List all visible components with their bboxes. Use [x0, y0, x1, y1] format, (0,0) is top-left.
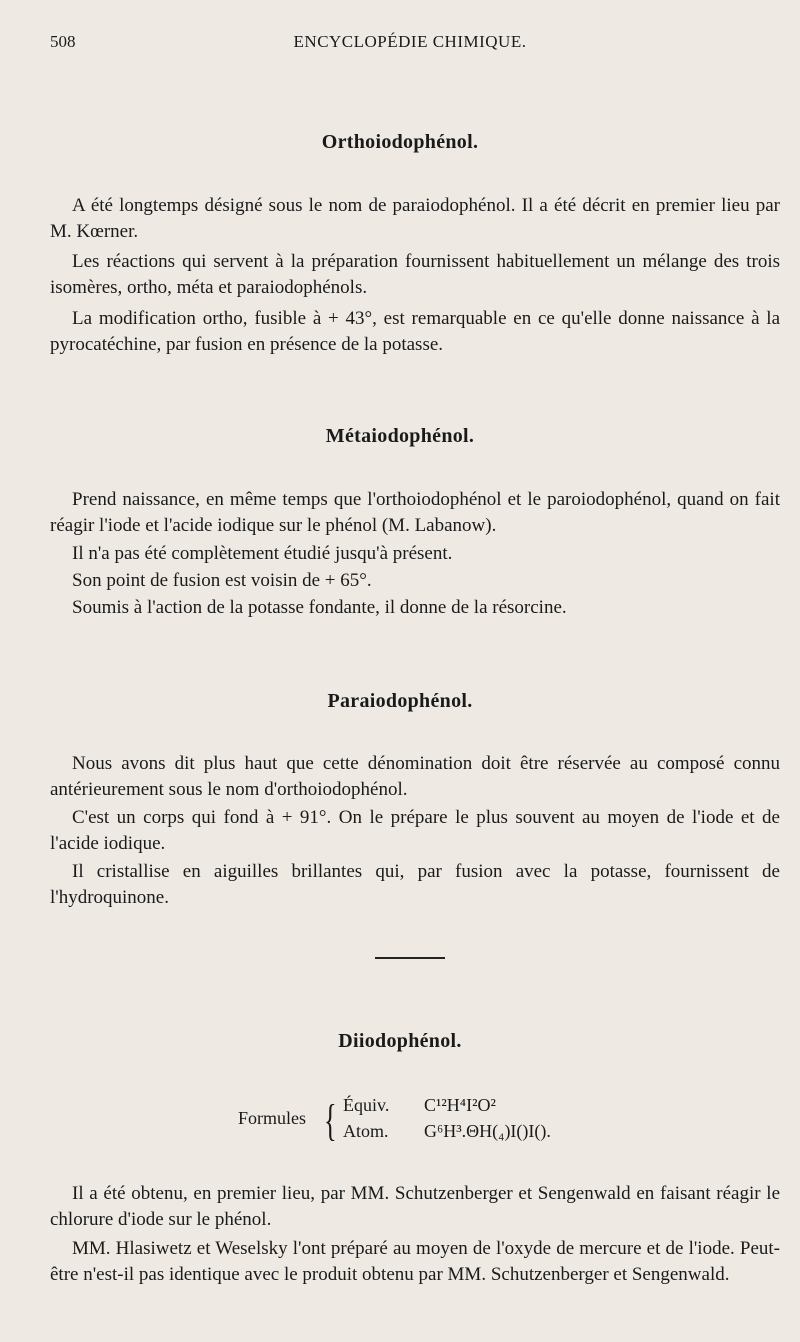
- paragraph: A été longtemps désigné sous le nom de paraiodophénol. Il a été décrit en premier lieu par M. Kœrner.: [50, 195, 780, 242]
- section-title-orthoiodophenol: Orthoiodophénol.: [321, 131, 479, 153]
- atom-label: Atom.: [343, 1121, 389, 1141]
- paragraph: Il a été obtenu, en premier lieu, par MM. Schutzenberger et Sengenwald en faisant réagir le chlorure d'iode sur le phénol.: [50, 1183, 780, 1230]
- paragraph: Il n'a pas été complètement étudié jusqu'à présent.: [72, 543, 453, 564]
- page-number: 508: [50, 32, 76, 51]
- equiv-label: Équiv.: [343, 1095, 390, 1115]
- paragraph: La modification ortho, fusible à + 43°, est remarquable en ce qu'elle donne naissance à la pyrocatéchine, par fusion en présence de la potasse.: [50, 308, 780, 355]
- running-head: ENCYCLOPÉDIE CHIMIQUE.: [293, 32, 527, 51]
- paragraph: Prend naissance, en même temps que l'orthoiodophénol et le paroiodophénol, quand on fait réagir l'iode et l'acide iodique sur le phénol (M. Labanow).: [50, 489, 780, 536]
- paragraph: Les réactions qui servent à la préparation fournissent habituellement un mélange des trois isomères, ortho, méta et paraiodophénols.: [50, 251, 780, 298]
- equiv-formula: C¹²H⁴I²O²: [424, 1095, 496, 1115]
- paragraph: Son point de fusion est voisin de + 65°.: [72, 570, 372, 591]
- paragraph: C'est un corps qui fond à + 91°. On le prépare le plus souvent au moyen de l'iode et de l'acide iodique.: [50, 807, 780, 854]
- page-header: [50, 32, 770, 56]
- section-divider: [375, 957, 445, 959]
- paragraph: Nous avons dit plus haut que cette dénomination doit être réservée au composé connu antérieurement sous le nom d'orthoiodophénol.: [50, 753, 780, 800]
- section-title-paraiodophenol: Paraiodophénol.: [327, 690, 473, 712]
- paragraph: Soumis à l'action de la potasse fondante, il donne de la résorcine.: [72, 597, 567, 618]
- paragraph: Il cristallise en aiguilles brillantes qui, par fusion avec la potasse, fournissent de l'hydroquinone.: [50, 861, 780, 908]
- brace-symbol: {: [324, 1096, 337, 1145]
- atom-formula: G⁶H³.ΘH(₄)I()I().: [424, 1121, 551, 1141]
- paragraph: MM. Hlasiwetz et Weselsky l'ont préparé au moyen de l'oxyde de mercure et de l'iode. Peut-être n'est-il pas identique avec le produit obtenu par MM. Schutzenberger et Sengenwald.: [50, 1238, 780, 1285]
- formula-label: Formules: [238, 1108, 307, 1128]
- formula-block: [238, 1093, 638, 1153]
- section-title-metaiodophenol: Métaiodophénol.: [325, 425, 475, 447]
- section-title-diiodophenol: Diiodophénol.: [338, 1030, 462, 1052]
